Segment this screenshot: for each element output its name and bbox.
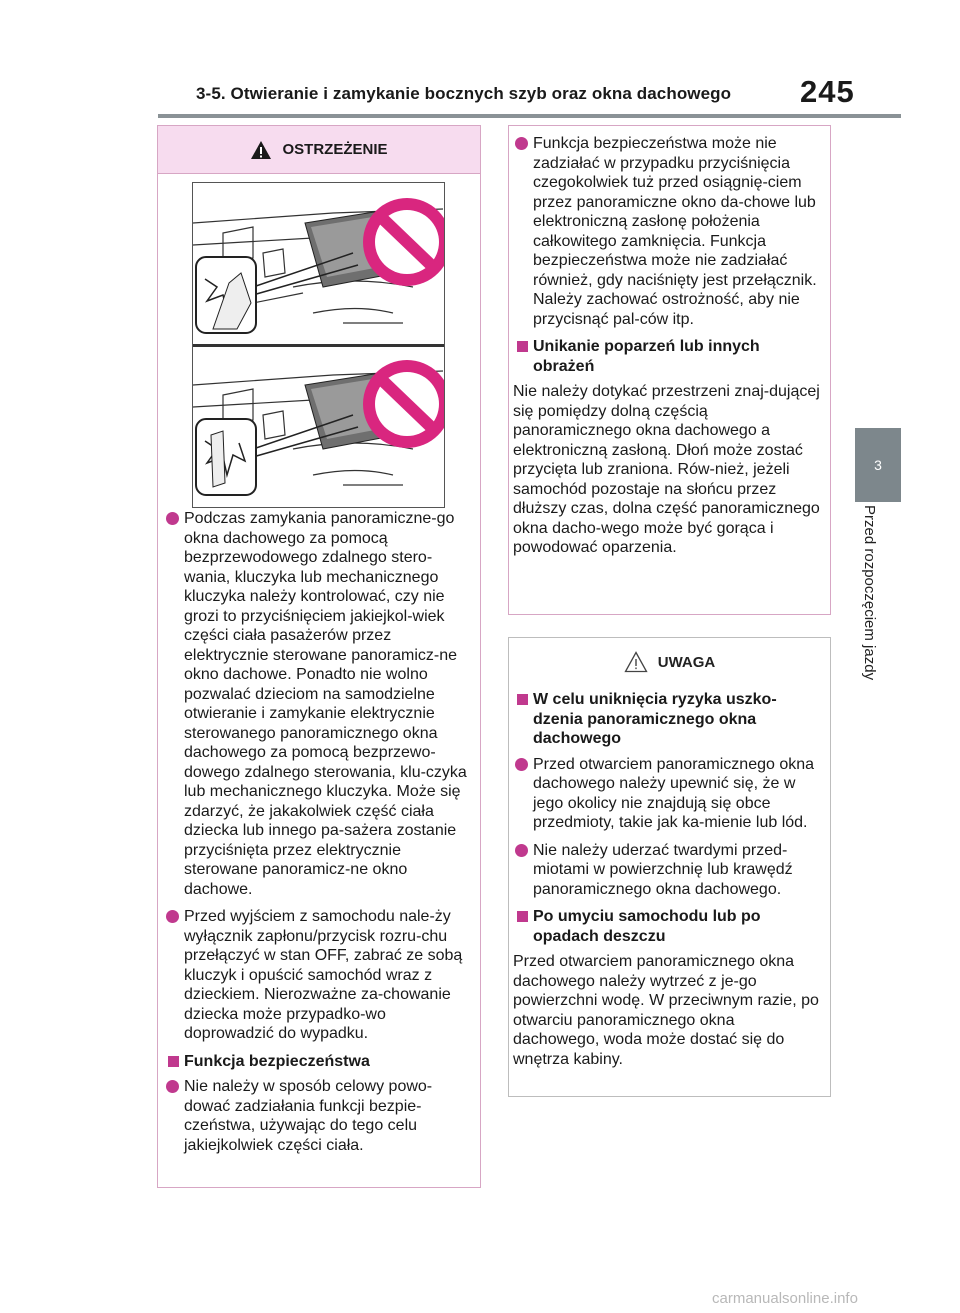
bullet-icon bbox=[166, 1080, 179, 1093]
subheading-text: Funkcja bezpieczeństwa bbox=[184, 1052, 370, 1070]
subheading bbox=[164, 1052, 472, 1072]
subheading bbox=[513, 907, 822, 946]
bullet-icon bbox=[166, 910, 179, 923]
item-text: Przed wyjściem z samochodu nale-ży wyłącznik zapłonu/przycisk rozru-chu przełączyć w stan OFF, zabrać ze sobą kluczyk i opuścić samochód wraz z dzieckiem. Nierozważne za-chowanie dziecka może przypadko-wo doprowadzić do wypadku. bbox=[184, 908, 463, 1042]
paragraph: Przed otwarciem panoramicznego okna dachowego należy wytrzeć z je-go powierzchni wodę. W przeciwnym razie, po otwarciu panoramicznego okna dachowego, woda może dostać się do wnętrza kabiny. bbox=[513, 953, 819, 1068]
page-header bbox=[0, 0, 960, 116]
list-item bbox=[513, 134, 822, 329]
warning-content-right bbox=[509, 126, 830, 558]
bullet-icon bbox=[515, 844, 528, 857]
notice-title: UWAGA bbox=[657, 653, 716, 671]
header-divider bbox=[158, 114, 901, 118]
notice-content bbox=[509, 682, 830, 1069]
warning-header bbox=[158, 126, 480, 174]
list-item bbox=[513, 755, 822, 833]
item-text: Przed otwarciem panoramicznego okna dachowego należy upewnić się, że w jego okolicy nie znajdują się obce przedmioty, takie jak ka-mienie lub lód. bbox=[533, 755, 815, 831]
bullet-icon bbox=[166, 512, 179, 525]
item-text: Nie należy w sposób celowy powo-dować zadziałania funkcji bezpie-czeństwa, używając do tego celu jakiejkolwiek części ciała. bbox=[184, 1078, 433, 1154]
subheading bbox=[513, 337, 822, 376]
subheading-text: W celu uniknięcia ryzyka uszko-dzenia panoramicznego okna dachowego bbox=[533, 691, 777, 747]
warning-panel-right bbox=[508, 125, 831, 615]
subheading-text: Po umyciu samochodu lub po opadach deszczu bbox=[533, 908, 761, 945]
square-bullet-icon bbox=[517, 341, 528, 352]
item-text: Podczas zamykania panoramiczne-go okna dachowego za pomocą bezprzewodowego zdalnego stero-wania, kluczyka lub mechanicznego kluczyka należy kontrolować, czy nie grozi to przyciśnięciem jakiejkol-wiek części ciała pasażerów przez elektrycznie sterowane panoramicz-ne okno dachowe. Ponadto nie wolno pozwalać dzieciom na samodzielne otwieranie i zamykanie elektrycznie sterowanego panoramicznego okna dachowego za pomocą bezprzewo-dowego zdalnego sterowania, klu-czyka lub mechanicznego kluczyka. Może się zdarzyć, że jakakolwiek część ciała dziecka lub innego pa-sażera zostanie przyciśnięta przez elektrycznie sterowane panoramicz-ne okno dachowe. bbox=[184, 510, 467, 898]
list-item bbox=[164, 1077, 472, 1155]
item-text: Nie należy uderzać twardymi przed-miotami w powierzchnię lub krawędź panoramicznego okna dachowego. bbox=[533, 841, 793, 898]
subheading-text: Unikanie poparzeń lub innych obrażeń bbox=[533, 338, 760, 375]
square-bullet-icon bbox=[517, 694, 528, 705]
paragraph: Nie należy dotykać przestrzeni znaj-dującej się pomiędzy dolną częścią panoramicznego okna dachowego a elektroniczną zasłoną. Dłoń może zostać przycięta lub zraniona. Rów-nież, jeżeli samochód pozostaje na słońcu przez dłuższy czas, dolna część panoramicznego okna dacho-wego może być gorąca i powodować oparzenia. bbox=[513, 383, 820, 556]
page-number: 245 bbox=[800, 74, 855, 109]
sunroof-pinch-illustration bbox=[192, 182, 445, 508]
list-item bbox=[164, 907, 472, 1044]
bullet-icon bbox=[515, 758, 528, 771]
warning-content bbox=[158, 509, 480, 1155]
bullet-icon bbox=[515, 137, 528, 150]
item-text: Funkcja bezpieczeństwa może nie zadziałać w przypadku przyciśnięcia czegokolwiek tuż przed osiągnię-ciem przez panoramiczne okno da-chowe lub elektroniczną zasłonę położenia całkowitego zamknięcia. Funkcja bezpieczeństwa może nie zadziałać również, gdy naciśnięty jest przełącznik. Należy zachować ostrożność, aby nie przycisnąć pal-ców itp. bbox=[533, 135, 817, 328]
caution-triangle-icon bbox=[624, 651, 648, 673]
list-item bbox=[513, 841, 822, 900]
chapter-tab[interactable]: 3 bbox=[855, 428, 901, 502]
illustration-divider bbox=[193, 344, 444, 347]
notice-header bbox=[509, 638, 830, 682]
chapter-label: Przed rozpoczęciem jazdy bbox=[861, 505, 878, 681]
warning-triangle-icon bbox=[250, 140, 272, 160]
section-title: 3-5. Otwieranie i zamykanie bocznych szyb oraz okna dachowego bbox=[196, 84, 732, 103]
subheading bbox=[513, 690, 822, 749]
notice-panel bbox=[508, 637, 831, 1097]
square-bullet-icon bbox=[168, 1056, 179, 1067]
warning-title: OSTRZEŻENIE bbox=[282, 141, 388, 158]
watermark: carmanualsonline.info bbox=[712, 1290, 858, 1307]
list-item bbox=[164, 509, 472, 899]
square-bullet-icon bbox=[517, 911, 528, 922]
